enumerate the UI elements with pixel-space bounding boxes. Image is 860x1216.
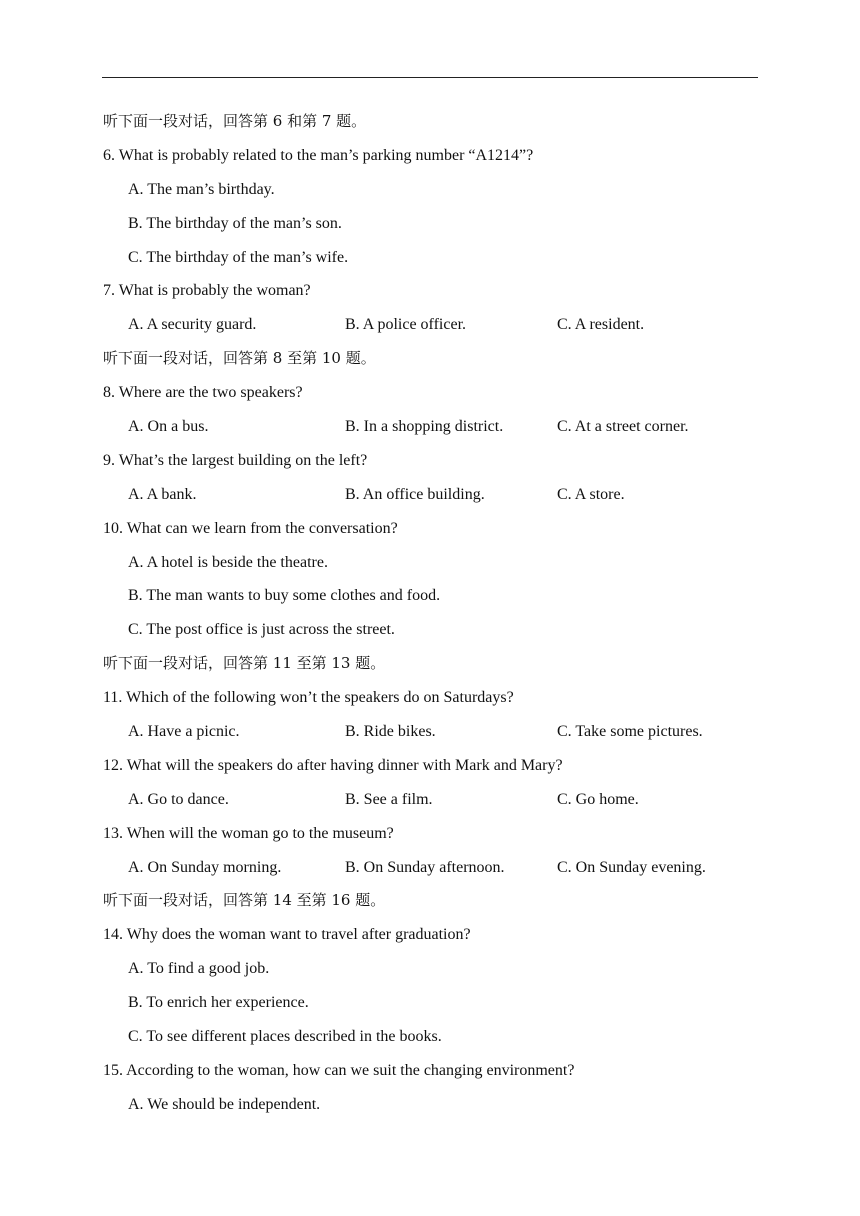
answer-option: C. The post office is just across the street. (128, 621, 395, 639)
answer-option: C. The birthday of the man’s wife. (128, 248, 349, 266)
answer-option: B. In a shopping district. (345, 418, 504, 436)
answer-option: C. Go home. (557, 790, 639, 808)
options-row (103, 783, 763, 817)
answer-option: B. See a film. (345, 790, 433, 808)
answer-option: A. We should be independent. (128, 1095, 321, 1113)
answer-option: C. At a street corner. (557, 418, 689, 436)
answer-option: A. A hotel is beside the theatre. (128, 553, 328, 571)
answer-option: B. To enrich her experience. (128, 994, 309, 1012)
section-instruction: 听下面一段对话，回答第 11 至第 13 题。 (103, 654, 386, 673)
answer-option: B. Ride bikes. (345, 723, 436, 741)
question-text: 10. What can we learn from the conversation? (103, 519, 398, 537)
options-row (103, 308, 763, 342)
question-text: 8. Where are the two speakers? (103, 384, 303, 402)
answer-option: C. A resident. (557, 316, 645, 334)
answer-option: B. An office building. (345, 485, 485, 503)
header-rule (102, 77, 758, 78)
answer-option: B. The birthday of the man’s son. (128, 214, 342, 232)
question-text: 6. What is probably related to the man’s parking number “A1214”? (103, 146, 534, 164)
options-row (103, 478, 763, 512)
answer-option: C. Take some pictures. (557, 723, 703, 741)
options-row (103, 851, 763, 885)
answer-option: A. Have a picnic. (128, 723, 240, 741)
answer-option: A. A security guard. (128, 316, 257, 334)
answer-option: C. To see different places described in the books. (128, 1028, 442, 1046)
answer-option: A. To find a good job. (128, 960, 270, 978)
answer-option: A. The man’s birthday. (128, 180, 275, 198)
answer-option: A. On Sunday morning. (128, 858, 282, 876)
answer-option: B. A police officer. (345, 316, 467, 334)
answer-option: B. The man wants to buy some clothes and food. (128, 587, 441, 605)
question-text: 12. What will the speakers do after having dinner with Mark and Mary? (103, 756, 563, 774)
question-text: 9. What’s the largest building on the left? (103, 451, 368, 469)
answer-option: B. On Sunday afternoon. (345, 858, 505, 876)
question-text: 14. Why does the woman want to travel after graduation? (103, 926, 471, 944)
answer-option: C. A store. (557, 485, 625, 503)
question-text: 13. When will the woman go to the museum? (103, 824, 394, 842)
answer-option: C. On Sunday evening. (557, 858, 706, 876)
options-row (103, 715, 763, 749)
exam-content (103, 105, 763, 1122)
answer-option: A. Go to dance. (128, 790, 229, 808)
answer-option: A. On a bus. (128, 418, 209, 436)
answer-option: A. A bank. (128, 485, 197, 503)
question-text: 11. Which of the following won’t the speakers do on Saturdays? (103, 689, 514, 707)
question-text: 7. What is probably the woman? (103, 282, 311, 300)
section-instruction: 听下面一段对话，回答第 14 至第 16 题。 (103, 891, 386, 910)
section-instruction: 听下面一段对话，回答第 8 至第 10 题。 (103, 349, 376, 368)
section-instruction: 听下面一段对话，回答第 6 和第 7 题。 (103, 112, 367, 130)
question-text: 15. According to the woman, how can we suit the changing environment? (103, 1061, 575, 1079)
options-row (103, 410, 763, 444)
